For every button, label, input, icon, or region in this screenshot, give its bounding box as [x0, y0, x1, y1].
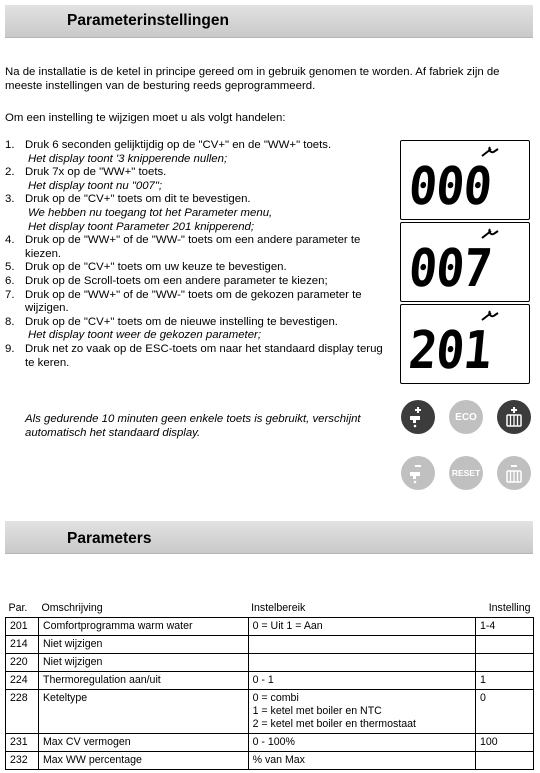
table-header-row: [6, 600, 534, 618]
step-number: 6.: [5, 274, 15, 287]
wrench-icon: [481, 227, 499, 239]
radiator-minus-icon: [503, 462, 525, 484]
cell-omschrijving: Niet wijzigen: [38, 654, 248, 672]
cell-par: 220: [6, 654, 39, 672]
cell-instelbereik: 0 - 100%: [248, 734, 475, 752]
column-header-omschrijving: Omschrijving: [41, 602, 103, 614]
lcd-digits: 000: [406, 157, 494, 217]
cell-instelbereik: [248, 654, 475, 672]
eco-button[interactable]: [449, 400, 483, 434]
step-result: Het display toont Parameter 201 knipperend;: [28, 220, 255, 233]
tap-minus-button[interactable]: [401, 456, 435, 490]
step-item: [5, 139, 390, 166]
lcd-digits: 201: [406, 321, 494, 381]
tap-minus-icon: [407, 462, 429, 484]
cell-instelling: 100: [476, 734, 534, 752]
table-row: [6, 636, 534, 654]
lcd-display-000: [400, 140, 530, 220]
step-item: [5, 343, 390, 370]
step-number: 4.: [5, 234, 15, 247]
step-number: 1.: [5, 139, 15, 151]
step-result: Het display toont '3 knipperende nullen;: [28, 152, 228, 165]
step-number: 5.: [5, 261, 15, 274]
section-title: Parameters: [67, 530, 152, 547]
timeout-note: Als gedurende 10 minuten geen enkele toets is gebruikt, verschijnt automatisch het standaard display.: [25, 413, 361, 439]
cell-instelling: 1-4: [476, 618, 534, 636]
step-number: 2.: [5, 166, 15, 179]
step-text: Druk op de "CV+" toets om dit te bevestigen.: [25, 193, 251, 206]
step-item: [5, 193, 390, 234]
table-row: [6, 734, 534, 752]
step-item: [5, 261, 390, 275]
column-header-instelbereik: Instelbereik: [251, 602, 306, 614]
cell-par: 231: [6, 734, 39, 752]
cell-instelling: [476, 752, 534, 770]
reset-button[interactable]: [449, 456, 483, 490]
cell-par: 201: [6, 618, 39, 636]
cell-par: 228: [6, 690, 39, 734]
step-result: We hebben nu toegang tot het Parameter menu,: [28, 206, 273, 219]
eco-label: ECO: [455, 411, 477, 423]
step-result: Het display toont nu "007";: [28, 179, 163, 192]
table-row: [6, 752, 534, 770]
step-text: Druk op de "WW+" of de "WW-" toets om een andere parameter te kiezen.: [25, 234, 361, 260]
tap-plus-icon: [407, 406, 429, 428]
step-item: [5, 234, 390, 261]
step-text: Druk 7x op de "WW+" toets.: [25, 166, 167, 179]
section-header-parameterinstellingen: [5, 5, 533, 38]
cell-omschrijving: Comfortprogramma warm water: [38, 618, 248, 636]
cell-instelbereik: 0 = Uit 1 = Aan: [248, 618, 475, 636]
wrench-icon: [481, 145, 499, 157]
cell-omschrijving: Keteltype: [38, 690, 248, 734]
how-to-paragraph: Om een instelling te wijzigen moet u als volgt handelen:: [5, 112, 286, 124]
column-header-par: Par.: [8, 602, 28, 614]
cell-instelbereik: % van Max: [248, 752, 475, 770]
step-number: 9.: [5, 342, 15, 355]
table-row: [6, 618, 534, 636]
cell-omschrijving: Max CV vermogen: [38, 734, 248, 752]
table-row: [6, 654, 534, 672]
cell-omschrijving: Thermoregulation aan/uit: [38, 672, 248, 690]
cell-instelling: 1: [476, 672, 534, 690]
wrench-icon: [481, 309, 499, 321]
cell-omschrijving: Max WW percentage: [38, 752, 248, 770]
table-row: [6, 672, 534, 690]
parameters-table: [5, 600, 534, 770]
cell-instelbereik: 0 = combi 1 = ketel met boiler en NTC 2 = ketel met boiler en thermostaat: [248, 690, 475, 734]
cell-omschrijving: Niet wijzigen: [38, 636, 248, 654]
cell-instelling: [476, 636, 534, 654]
step-item: [5, 316, 390, 343]
step-text: Druk op de "WW+" of de "WW-" toets om de gekozen parameter te wijzigen.: [25, 288, 362, 315]
step-number: 7.: [5, 288, 15, 301]
step-result: Het display toont weer de gekozen parameter;: [28, 329, 262, 342]
cell-par: 232: [6, 752, 39, 770]
step-text: Druk op de "CV+" toets om uw keuze te bevestigen.: [25, 261, 287, 274]
cell-instelling: 0: [476, 690, 534, 734]
step-item: [5, 289, 390, 316]
section-header-parameters: [5, 521, 533, 554]
step-item: [5, 166, 390, 193]
step-number: 3.: [5, 193, 15, 206]
step-number: 8.: [5, 315, 15, 328]
radiator-plus-button[interactable]: [497, 400, 531, 434]
cell-instelbereik: [248, 636, 475, 654]
cell-par: 224: [6, 672, 39, 690]
intro-paragraph: Na de installatie is de ketel in principe gereed om in gebruik genomen te worden. Af fabriek zijn de meeste instellingen van de besturing reeds geprogrammeerd.: [5, 66, 500, 92]
radiator-minus-button[interactable]: [497, 456, 531, 490]
tap-plus-button[interactable]: [401, 400, 435, 434]
steps-list: [5, 139, 390, 370]
radiator-plus-icon: [503, 406, 525, 428]
lcd-display-201: [400, 304, 530, 384]
cell-instelling: [476, 654, 534, 672]
column-header-instelling: Instelling: [488, 602, 531, 614]
reset-label: RESET: [451, 468, 481, 478]
cell-instelbereik: 0 - 1: [248, 672, 475, 690]
step-item: [5, 275, 390, 289]
step-text: Druk op de Scroll-toets om een andere parameter te kiezen;: [25, 274, 328, 287]
cell-par: 214: [6, 636, 39, 654]
lcd-display-007: [400, 222, 530, 302]
step-text: Druk 6 seconden gelijktijdig op de "CV+" en de "WW+" toets.: [25, 139, 332, 151]
step-text: Druk op de "CV+" toets om de nieuwe instelling te bevestigen.: [25, 315, 338, 328]
section-title: Parameterinstellingen: [67, 12, 229, 29]
table-row: [6, 690, 534, 734]
lcd-digits: 007: [406, 239, 494, 299]
step-text: Druk net zo vaak op de ESC-toets om naar het standaard display terug te keren.: [25, 342, 383, 369]
